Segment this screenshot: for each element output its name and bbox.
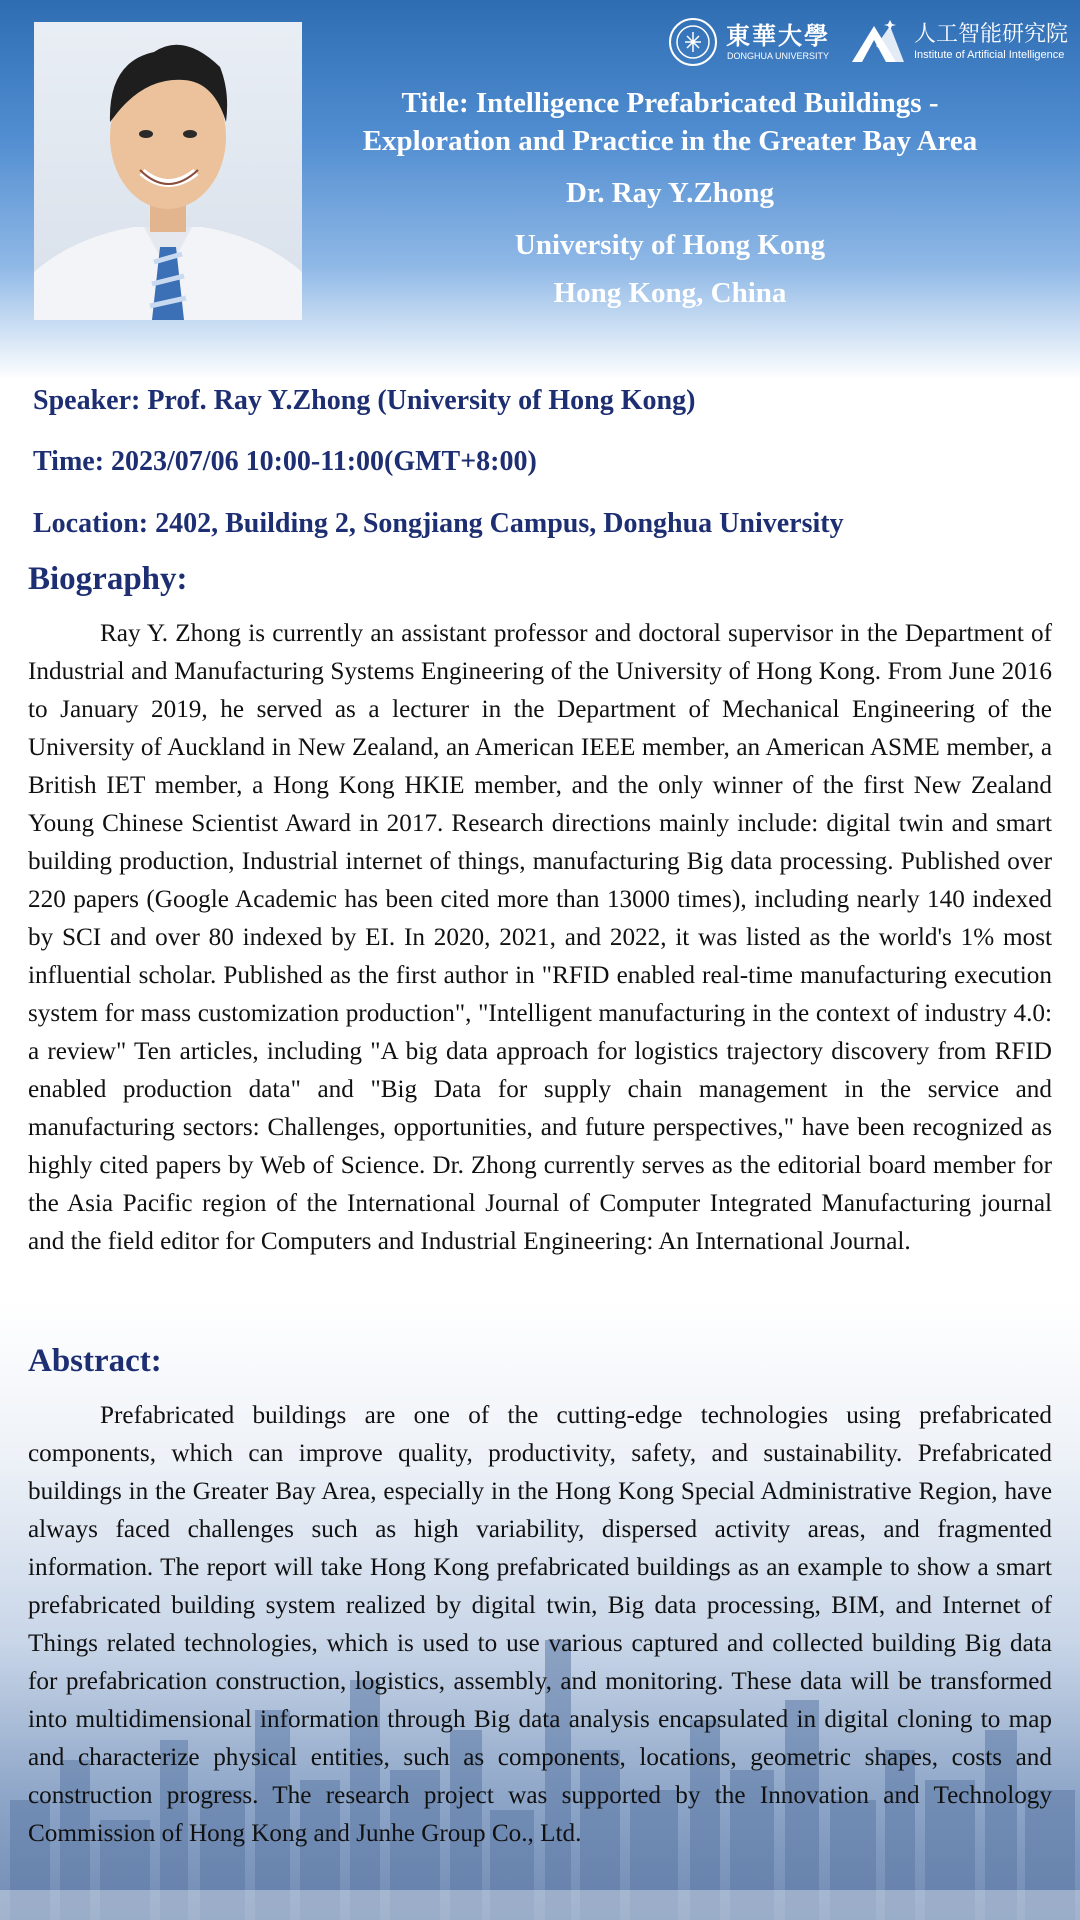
- speaker-photo: [34, 22, 302, 320]
- abstract-heading: Abstract:: [28, 1343, 162, 1379]
- ai-institute-logo: [850, 20, 1068, 64]
- talk-title-line-1: Title: Intelligence Prefabricated Buildings -: [401, 87, 939, 119]
- biography-text: Ray Y. Zhong is currently an assistant professor and doctoral supervisor in the Department of Industrial and Manufacturing Systems Engineering of the University of Hong Kong. From June 2016 to January 2019, he served as a lecturer in the Department of Mechanical Engineering of the University of Auckland in New Zealand, an American IEEE member, an American ASME member, a British IET member, a Hong Kong HKIE member, and the only winner of the first New Zealand Young Chinese Scientist Award in 2017. Research directions mainly include: digital twin and smart building production, Industrial internet of things, manufacturing Big data processing. Published over 220 papers (Google Academic has been cited more than 13000 times), including nearly 140 indexed by SCI and over 80 indexed by EI. In 2020, 2021, and 2022, it was listed as the world's 1% most influential scholar. Published as the first author in "RFID enabled real-time manufacturing execution system for mass customization production", "Intelligent manufacturing in the context of industry 4.0: a review" Ten articles, including "A big data approach for logistics trajectory discovery from RFID enabled production data" and "Big Data for supply chain management in the service and manufacturing sectors: Challenges, opportunities, and future perspectives," have been recognized as highly cited papers by Web of Science. Dr. Zhong currently serves as the editorial board member for the Asia Pacific region of the International Journal of Computer Integrated Manufacturing journal and the field editor for Computers and Industrial Engineering: An International Journal.: [28, 620, 1052, 1255]
- speaker-affiliation: University of Hong Kong: [514, 229, 826, 261]
- talk-title-line-2: Exploration and Practice in the Greater Bay Area: [362, 125, 978, 157]
- location-info: Location: 2402, Building 2, Songjiang Campus, Donghua University: [33, 508, 844, 539]
- university-name-en: DONGHUA UNIVERSITY: [726, 51, 829, 61]
- university-name-cn: 東華大學: [725, 21, 830, 50]
- speaker-location: Hong Kong, China: [553, 277, 787, 309]
- speaker-portrait-image: [34, 22, 302, 320]
- talk-header: [310, 84, 1030, 312]
- biography-heading: Biography:: [28, 561, 188, 597]
- donghua-university-logo: [668, 17, 830, 67]
- logo-bar: [668, 14, 1068, 70]
- speaker-name: Dr. Ray Y.Zhong: [566, 177, 774, 209]
- speaker-info: Speaker: Prof. Ray Y.Zhong (University of Hong Kong): [33, 385, 696, 416]
- ai-institute-mountain-icon: [850, 20, 906, 64]
- institute-name-en: Institute of Artificial Intelligence: [913, 49, 1065, 61]
- abstract-text: Prefabricated buildings are one of the cutting-edge technologies using prefabricated components, which can improve quality, productivity, safety, and sustainability. Prefabricated buildings in the Greater Bay Area, especially in the Hong Kong Special Administrative Region, have always faced challenges such as high variability, dispersed activity areas, and fragmented information. The report will take Hong Kong prefabricated buildings as an example to show a smart prefabricated building system realized by digital twin, Big data processing, BIM, and Internet of Things related technologies, which is used to use various captured and collected building Big data for prefabrication construction, logistics, assembly, and monitoring. These data will be transformed into multidimensional information through Big data analysis encapsulated in digital cloning to map and characterize physical entities, such as components, locations, geometric shapes, costs and construction progress. The research project was supported by the Innovation and Technology Commission of Hong Kong and Junhe Group Co., Ltd.: [28, 1402, 1052, 1847]
- university-seal-icon: [668, 17, 718, 67]
- institute-name-cn: 人工智能研究院: [913, 22, 1068, 47]
- time-info: Time: 2023/07/06 10:00-11:00(GMT+8:00): [33, 446, 537, 477]
